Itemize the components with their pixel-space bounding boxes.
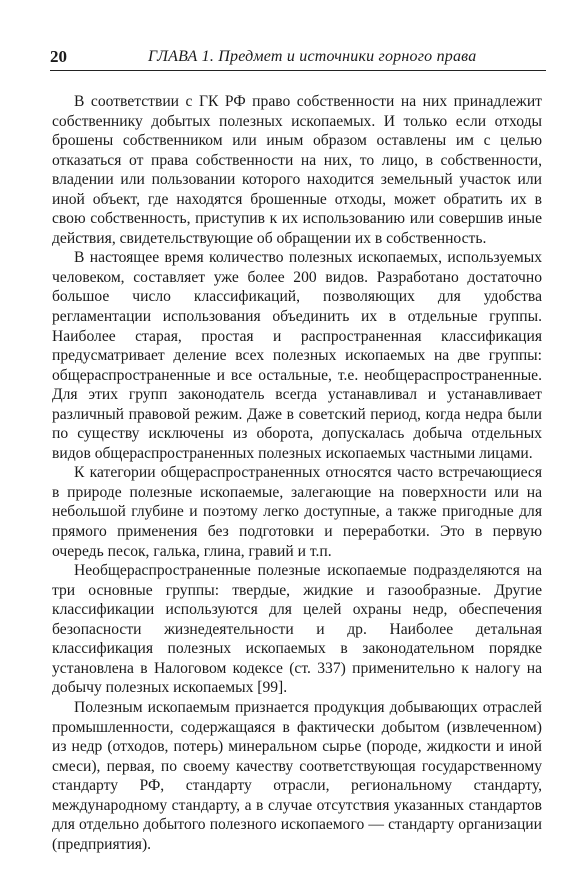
- paragraph: В соответствии с ГК РФ право собственности на них принадлежит собственнику добытых полезных ископаемых. И только если отходы брошены собственником или иным образом оставлены им с целью отказаться от права собственности на них, то лицо, в собственности, владении или пользовании которого находится земельный участок или иной объект, где находятся брошенные отходы, может обратить их в свою собственность, приступив к их использованию или совершив иные действия, свидетельствующие об обращении их в собственность.: [52, 93, 542, 247]
- page-header: [50, 46, 546, 71]
- paragraph: К категории общераспространенных относятся часто встречающиеся в природе полезные ископаемые, залегающие на поверхности или на небольшой глубине и поэтому легко доступные, а также пригодные для прямого применения без подготовки и переработки. Это в первую очередь песок, галька, глина, гравий и т.п.: [52, 464, 542, 560]
- page-number: 20: [50, 47, 67, 66]
- running-head: ГЛАВА 1. Предмет и источники горного права: [148, 48, 477, 65]
- paragraph: Полезным ископаемым признается продукция добывающих отраслей промышленности, содержащаяся в фактически добытом (извлеченном) из недр (отходов, потерь) минеральном сырье (породе, жидкости и иной смеси), первая, по своему качеству соответствующая государственному стандарту РФ, стандарту отрасли, региональному стандарту, международному стандарту, а в случае отсутствия указанных стандартов для отдельно добытого полезного ископаемого — стандарту организации (предприятия).: [52, 698, 542, 853]
- body-text: [52, 92, 542, 854]
- paragraph: В настоящее время количество полезных ископаемых, используемых человеком, составляет уже более 200 видов. Разработано достаточно большое число классификаций, позволяющих для удобства регламентации использования объединить их в отдельные группы. Наиболее старая, простая и распространенная классификация предусматривает деление всех полезных ископаемых на две группы: общераспространенные и все остальные, т.е. необщераспространенные. Для этих групп законодатель всегда устанавливал и устанавливает различный правовой режим. Даже в советский период, когда недра были по существу исключены из оборота, допускалась добыча отдельных видов общераспространенных полезных ископаемых частными лицами.: [52, 249, 542, 462]
- paragraph: Необщераспространенные полезные ископаемые подразделяются на три основные группы: твердые, жидкие и газообразные. Другие классификации используются для целей охраны недр, обеспечения безопасности жизнедеятельности и др. Наиболее детальная классификация полезных ископаемых в законодательном порядке установлена в Налоговом кодексе (ст. 337) применительно к налогу на добычу полезных ископаемых [99].: [52, 562, 542, 697]
